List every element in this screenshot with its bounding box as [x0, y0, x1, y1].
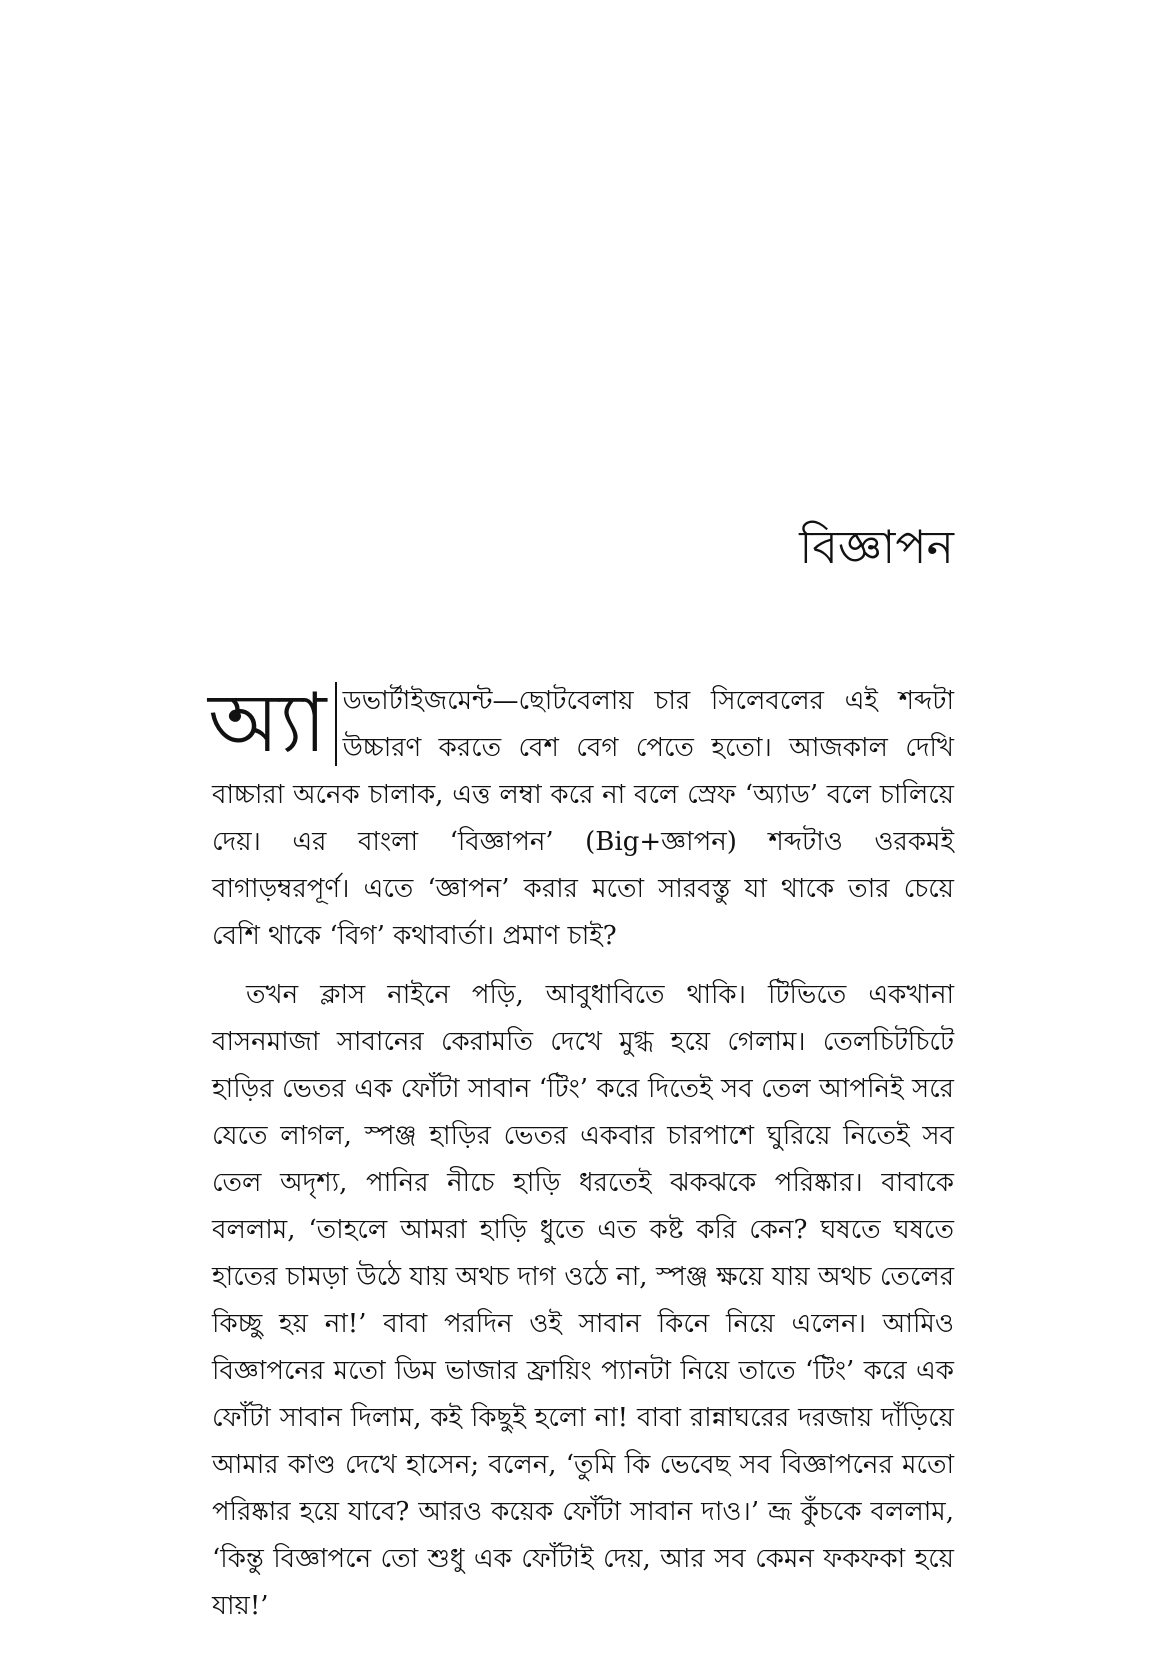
drop-cap: অ্যা — [208, 682, 337, 766]
chapter-body — [208, 676, 954, 1630]
paragraph-1 — [208, 676, 954, 960]
paragraph-1-text: ডভার্টাইজমেন্ট—ছোটবেলায় চার সিলেবলের এই শব্দটা উচ্চারণ করতে বেশ বেগ পেতে হতো। আজকাল দেখি বাচ্চারা অনেক চালাক, এত্ত লম্বা করে না বলে স্রেফ ‘অ্যাড’ বলে চালিয়ে দেয়। এর বাংলা ‘বিজ্ঞাপন’ (Big+জ্ঞাপন) শব্দটাও ওরকমই বাগাড়ম্বরপূর্ণ। এতে ‘জ্ঞাপন’ করার মতো সারবস্তু যা থাকে তার চেয়ে বেশি থাকে ‘বিগ’ কথাবার্তা। প্রমাণ চাই? — [212, 686, 954, 951]
chapter-title: বিজ্ঞাপন — [799, 520, 954, 574]
paragraph-2: তখন ক্লাস নাইনে পড়ি, আবুধাবিতে থাকি। টিভিতে একখানা বাসনমাজা সাবানের কেরামতি দেখে মুগ্ধ হয়ে গেলাম। তেলচিটচিটে হাড়ির ভেতর এক ফোঁটা সাবান ‘টিং’ করে দিতেই সব তেল আপনিই সরে যেতে লাগল, স্পঞ্জ হাড়ির ভেতর একবার চারপাশে ঘুরিয়ে নিতেই সব তেল অদৃশ্য, পানির নীচে হাড়ি ধরতেই ঝকঝকে পরিষ্কার। বাবাকে বললাম, ‘তাহলে আমরা হাড়ি ধুতে এত কষ্ট করি কেন? ঘষতে ঘষতে হাতের চামড়া উঠে যায় অথচ দাগ ওঠে না, স্পঞ্জ ক্ষয়ে যায় অথচ তেলের কিচ্ছু হয় না!’ বাবা পরদিন ওই সাবান কিনে নিয়ে এলেন। আমিও বিজ্ঞাপনের মতো ডিম ভাজার ফ্রায়িং প্যানটা নিয়ে তাতে ‘টিং’ করে এক ফোঁটা সাবান দিলাম, কই কিছুই হলো না! বাবা রান্নাঘরের দরজায় দাঁড়িয়ে আমার কাণ্ড দেখে হাসেন; বলেন, ‘তুমি কি ভেবেছ সব বিজ্ঞাপনের মতো পরিষ্কার হয়ে যাবে? আরও কয়েক ফোঁটা সাবান দাও।’ ভ্রূ কুঁচকে বললাম, ‘কিন্তু বিজ্ঞাপনে তো শুধু এক ফোঁটাই দেয়, আর সব কেমন ফকফকা হয়ে যায়!’ — [212, 980, 954, 1621]
